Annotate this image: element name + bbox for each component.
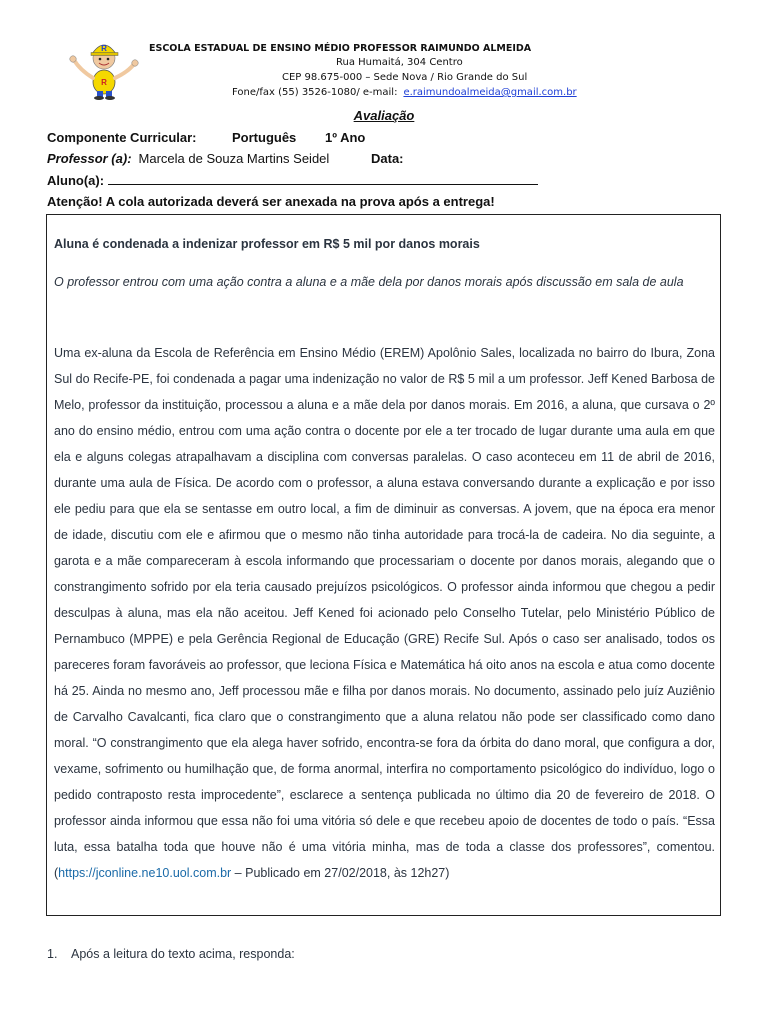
email-link[interactable]: e.raimundoalmeida@gmail.com.br bbox=[403, 87, 577, 98]
svg-text:R: R bbox=[101, 44, 107, 53]
phone-text: Fone/fax (55) 3526-1080/ e-mail: bbox=[232, 87, 398, 98]
school-name: ESCOLA ESTADUAL DE ENSINO MÉDIO PROFESSOR RAIMUNDO ALMEIDA bbox=[149, 43, 532, 54]
article-box bbox=[46, 214, 721, 916]
student-label: Aluno(a): bbox=[47, 173, 105, 188]
professor-line bbox=[47, 151, 404, 166]
school-cep: CEP 98.675-000 – Sede Nova / Rio Grande do Sul bbox=[282, 72, 528, 83]
component-line bbox=[47, 130, 366, 145]
student-line bbox=[47, 172, 538, 188]
question-number: 1. bbox=[47, 947, 58, 961]
professor-name: Marcela de Souza Martins Seidel bbox=[138, 151, 330, 166]
question-1 bbox=[47, 947, 295, 961]
article-subtitle: O professor entrou com uma ação contra a aluna e a mãe dela por danos morais após discussão em sala de aula bbox=[54, 275, 684, 289]
svg-text:R: R bbox=[101, 78, 107, 87]
source-date: – Publicado em 27/02/2018, às 12h27) bbox=[231, 866, 450, 880]
school-address: Rua Humaitá, 304 Centro bbox=[336, 57, 463, 68]
school-mascot-logo bbox=[66, 38, 142, 100]
article-body bbox=[54, 340, 715, 886]
article-title: Aluna é condenada a indenizar professor em R$ 5 mil por danos morais bbox=[54, 237, 480, 251]
page-title: Avaliação bbox=[353, 108, 415, 123]
professor-label: Professor (a): bbox=[47, 151, 132, 166]
component-label: Componente Curricular: bbox=[47, 130, 197, 145]
school-contact bbox=[232, 87, 577, 98]
student-name-blank[interactable] bbox=[108, 172, 538, 185]
date-label: Data: bbox=[371, 151, 404, 166]
source-link[interactable]: https://jconline.ne10.uol.com.br bbox=[58, 866, 232, 880]
article-body-text: Uma ex-aluna da Escola de Referência em Ensino Médio (EREM) Apolônio Sales, localizada no bairro do Ibura, Zona Sul do Recife-PE, foi condenada a pagar uma indenização no valor de R$ 5 mil a um professor. Jeff Kened Barbosa de Melo, professor da instituição, processou a aluna e a mãe dela por danos morais. Em 2016, a aluna, que cursava o 2º ano do ensino médio, entrou com uma ação contra o docente por ele a ter trocado de lugar durante uma aula em que ela e alguns colegas atrapalhavam a disciplina com conversas paralelas. O caso aconteceu em 11 de abril de 2016, durante uma aula de Física. De acordo com o professor, a aluna estava conversando durante a explicação e por isso ele pediu para que ela se sentasse em outro local, a fim de diminuir as conversas. A jovem, que na época era menor de idade, discutiu com ele e afirmou que o mesmo não tinha autoridade para trocá-la de cadeira. No dia seguinte, a garota e a mãe compareceram à escola informando que processariam o docente por danos morais, alegando que o constrangimento sofrido por ela teria causado prejuízos psicológicos. O professor ainda informou que chegou a pedir desculpas à aluna, mas ela não aceitou. Jeff Kened foi acionado pelo Conselho Tutelar, pelo Ministério Público de Pernambuco (MPPE) e pela Gerência Regional de Educação (GRE) Recife Sul. Após o caso ser analisado, todos os pareceres foram favoráveis ao professor, que leciona Física e Matemática há oito anos na escola e atua como docente há 25. Ainda no mesmo ano, Jeff processou mãe e filha por danos morais. No documento, assinado pelo juíz Auziênio de Carvalho Cavalcanti, fica claro que o constrangimento que a aluna relatou não pode ser classificado como dano moral. “O constrangimento que ela alega haver sofrido, encontra-se fora da órbita do dano moral, que configura a dor, vexame, sofrimento ou humilhação que, de forma anormal, interfira no comportamento psicológico do indivíduo, logo o pedido contraposto resta improcedente”, esclarece a sentença publicada no último dia 20 de fevereiro de 2018. O professor ainda informou que essa não foi uma vitória só dele e que recebeu apoio de docentes de todo o país. “Essa luta, essa batalha toda que houve não é uma vitória minha, mas de toda a classe dos professores”, comentou. ( bbox=[54, 346, 715, 880]
warning-text: Atenção! A cola autorizada deverá ser anexada na prova após a entrega! bbox=[47, 194, 495, 209]
year-value: 1º Ano bbox=[325, 130, 366, 145]
question-text: Após a leitura do texto acima, responda: bbox=[71, 947, 295, 961]
subject-value: Português bbox=[232, 130, 297, 145]
